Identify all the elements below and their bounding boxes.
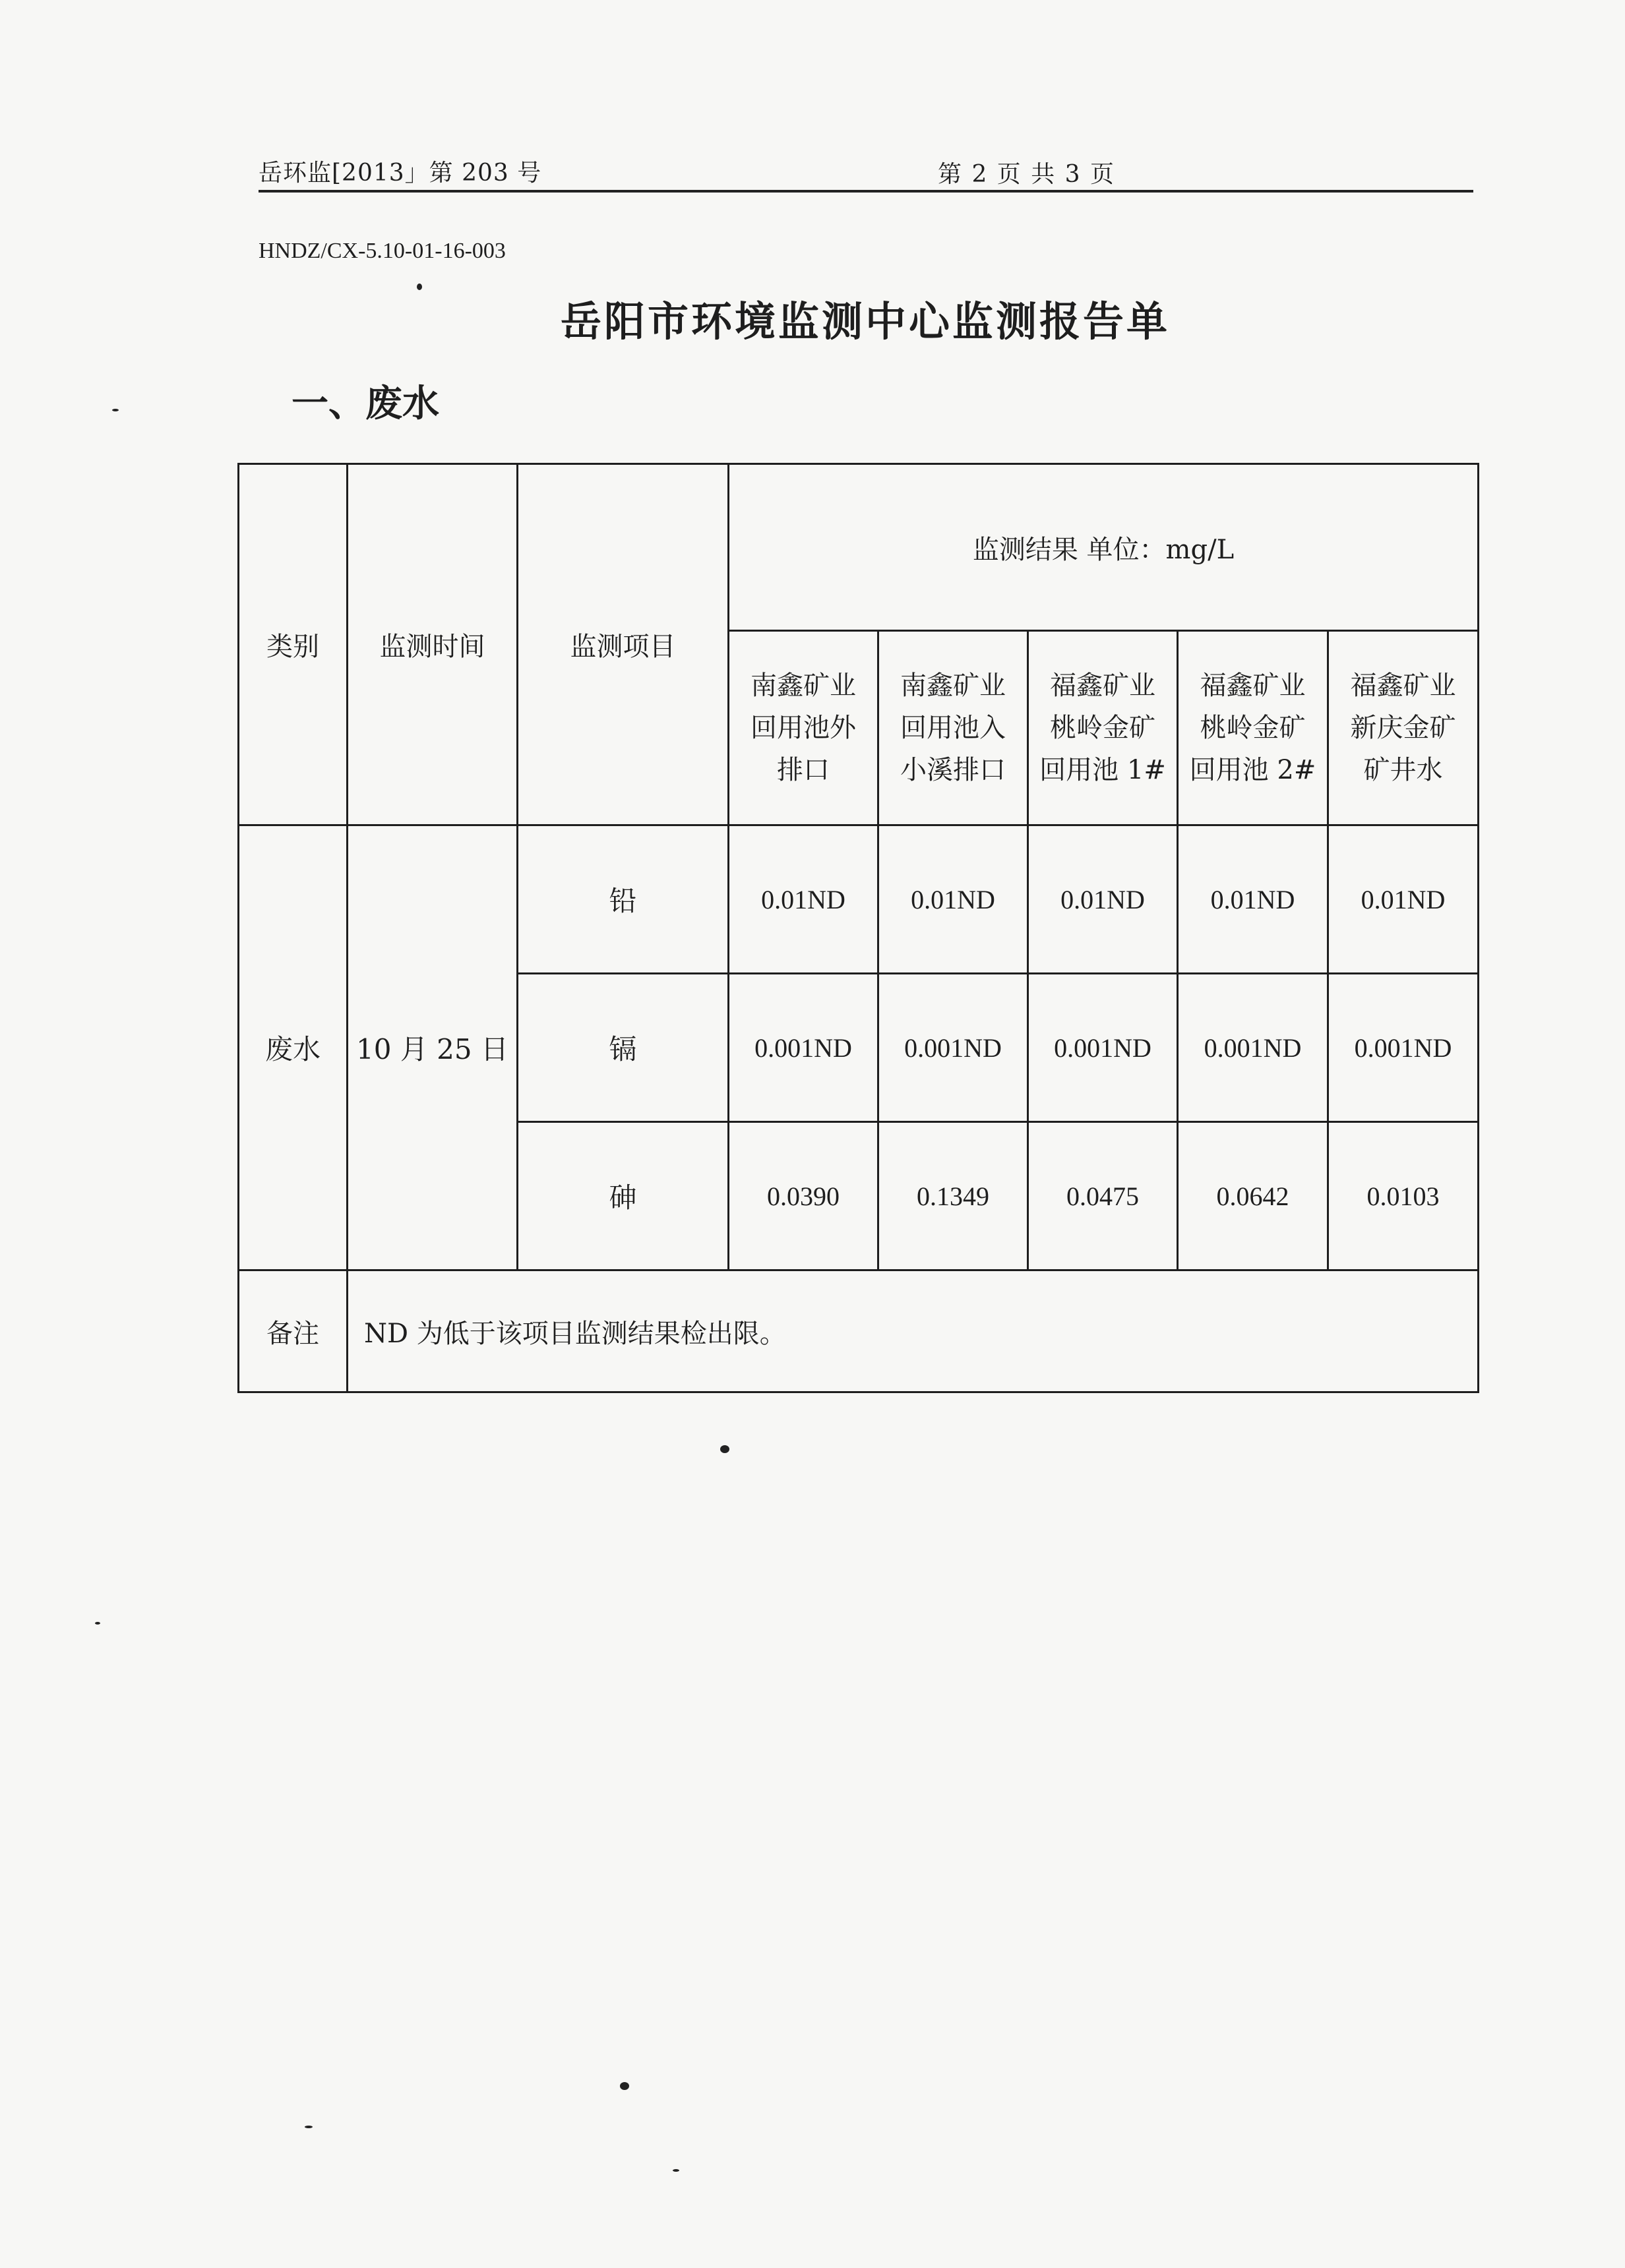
scan-speck: [720, 1445, 729, 1453]
site-line: 回用池入: [900, 713, 1006, 743]
value-cell: 0.0390: [729, 1122, 878, 1270]
item-cell: 镉: [518, 974, 729, 1122]
value-cell: 0.0642: [1178, 1122, 1328, 1270]
section-heading: 一、废水: [291, 382, 439, 425]
site-line: 新庆金矿: [1350, 713, 1456, 743]
remark-label: 备注: [239, 1270, 348, 1392]
site-header-4: [1178, 631, 1328, 825]
page-header: [259, 150, 1473, 193]
item-cell: 砷: [518, 1122, 729, 1270]
site-line: 桃岭金矿: [1050, 713, 1155, 743]
site-header-2: [878, 631, 1028, 825]
document-number: 岳环监[2013」第 203 号: [259, 160, 542, 187]
site-line: 桃岭金矿: [1200, 713, 1306, 743]
scan-speck: [417, 284, 422, 290]
site-line: 南鑫矿业: [751, 671, 856, 701]
site-line: 回用池外: [751, 713, 856, 743]
value-cell: 0.001ND: [1178, 974, 1328, 1122]
value-cell: 0.01ND: [1178, 825, 1328, 974]
site-line: 福鑫矿业: [1350, 671, 1456, 701]
site-header-3: [1028, 631, 1178, 825]
remark-row: [239, 1270, 1479, 1392]
date-cell: 10 月 25 日: [348, 825, 518, 1270]
scan-speck: [673, 2169, 679, 2172]
header-category: 类别: [239, 464, 348, 825]
value-cell: 0.01ND: [878, 825, 1028, 974]
item-cell: 铅: [518, 825, 729, 974]
category-cell: 废水: [239, 825, 348, 1270]
site-line: 南鑫矿业: [900, 671, 1006, 701]
header-time: 监测时间: [348, 464, 518, 825]
value-cell: 0.01ND: [729, 825, 878, 974]
table-row-lead: [239, 825, 1479, 974]
site-line: 矿井水: [1363, 755, 1443, 785]
scan-speck: [112, 409, 119, 411]
site-line: 回用池 2#: [1189, 755, 1316, 785]
header-item: 监测项目: [518, 464, 729, 825]
site-header-5: [1328, 631, 1479, 825]
value-cell: 0.001ND: [878, 974, 1028, 1122]
scan-speck: [305, 2126, 313, 2128]
site-header-1: [729, 631, 878, 825]
header-results-unit: 监测结果 单位：mg/L: [729, 464, 1479, 631]
remark-text: ND 为低于该项目监测结果检出限。: [348, 1270, 1479, 1392]
site-line: 福鑫矿业: [1050, 671, 1155, 701]
form-code: HNDZ/CX-5.10-01-16-003: [259, 239, 506, 263]
value-cell: 0.0475: [1028, 1122, 1178, 1270]
value-cell: 0.001ND: [729, 974, 878, 1122]
scan-speck: [620, 2082, 629, 2090]
site-line: 福鑫矿业: [1200, 671, 1306, 701]
value-cell: 0.1349: [878, 1122, 1028, 1270]
value-cell: 0.001ND: [1328, 974, 1479, 1122]
value-cell: 0.001ND: [1028, 974, 1178, 1122]
site-line: 小溪排口: [900, 755, 1006, 785]
value-cell: 0.01ND: [1028, 825, 1178, 974]
table-header-row: [239, 464, 1479, 631]
value-cell: 0.0103: [1328, 1122, 1479, 1270]
page-indicator: 第 2 页 共 3 页: [938, 161, 1116, 188]
value-cell: 0.01ND: [1328, 825, 1479, 974]
scan-speck: [95, 1622, 100, 1625]
site-line: 回用池 1#: [1039, 755, 1166, 785]
monitoring-table: [237, 463, 1479, 1393]
site-line: 排口: [777, 755, 830, 785]
report-title: 岳阳市环境监测中心监测报告单: [560, 297, 1170, 345]
